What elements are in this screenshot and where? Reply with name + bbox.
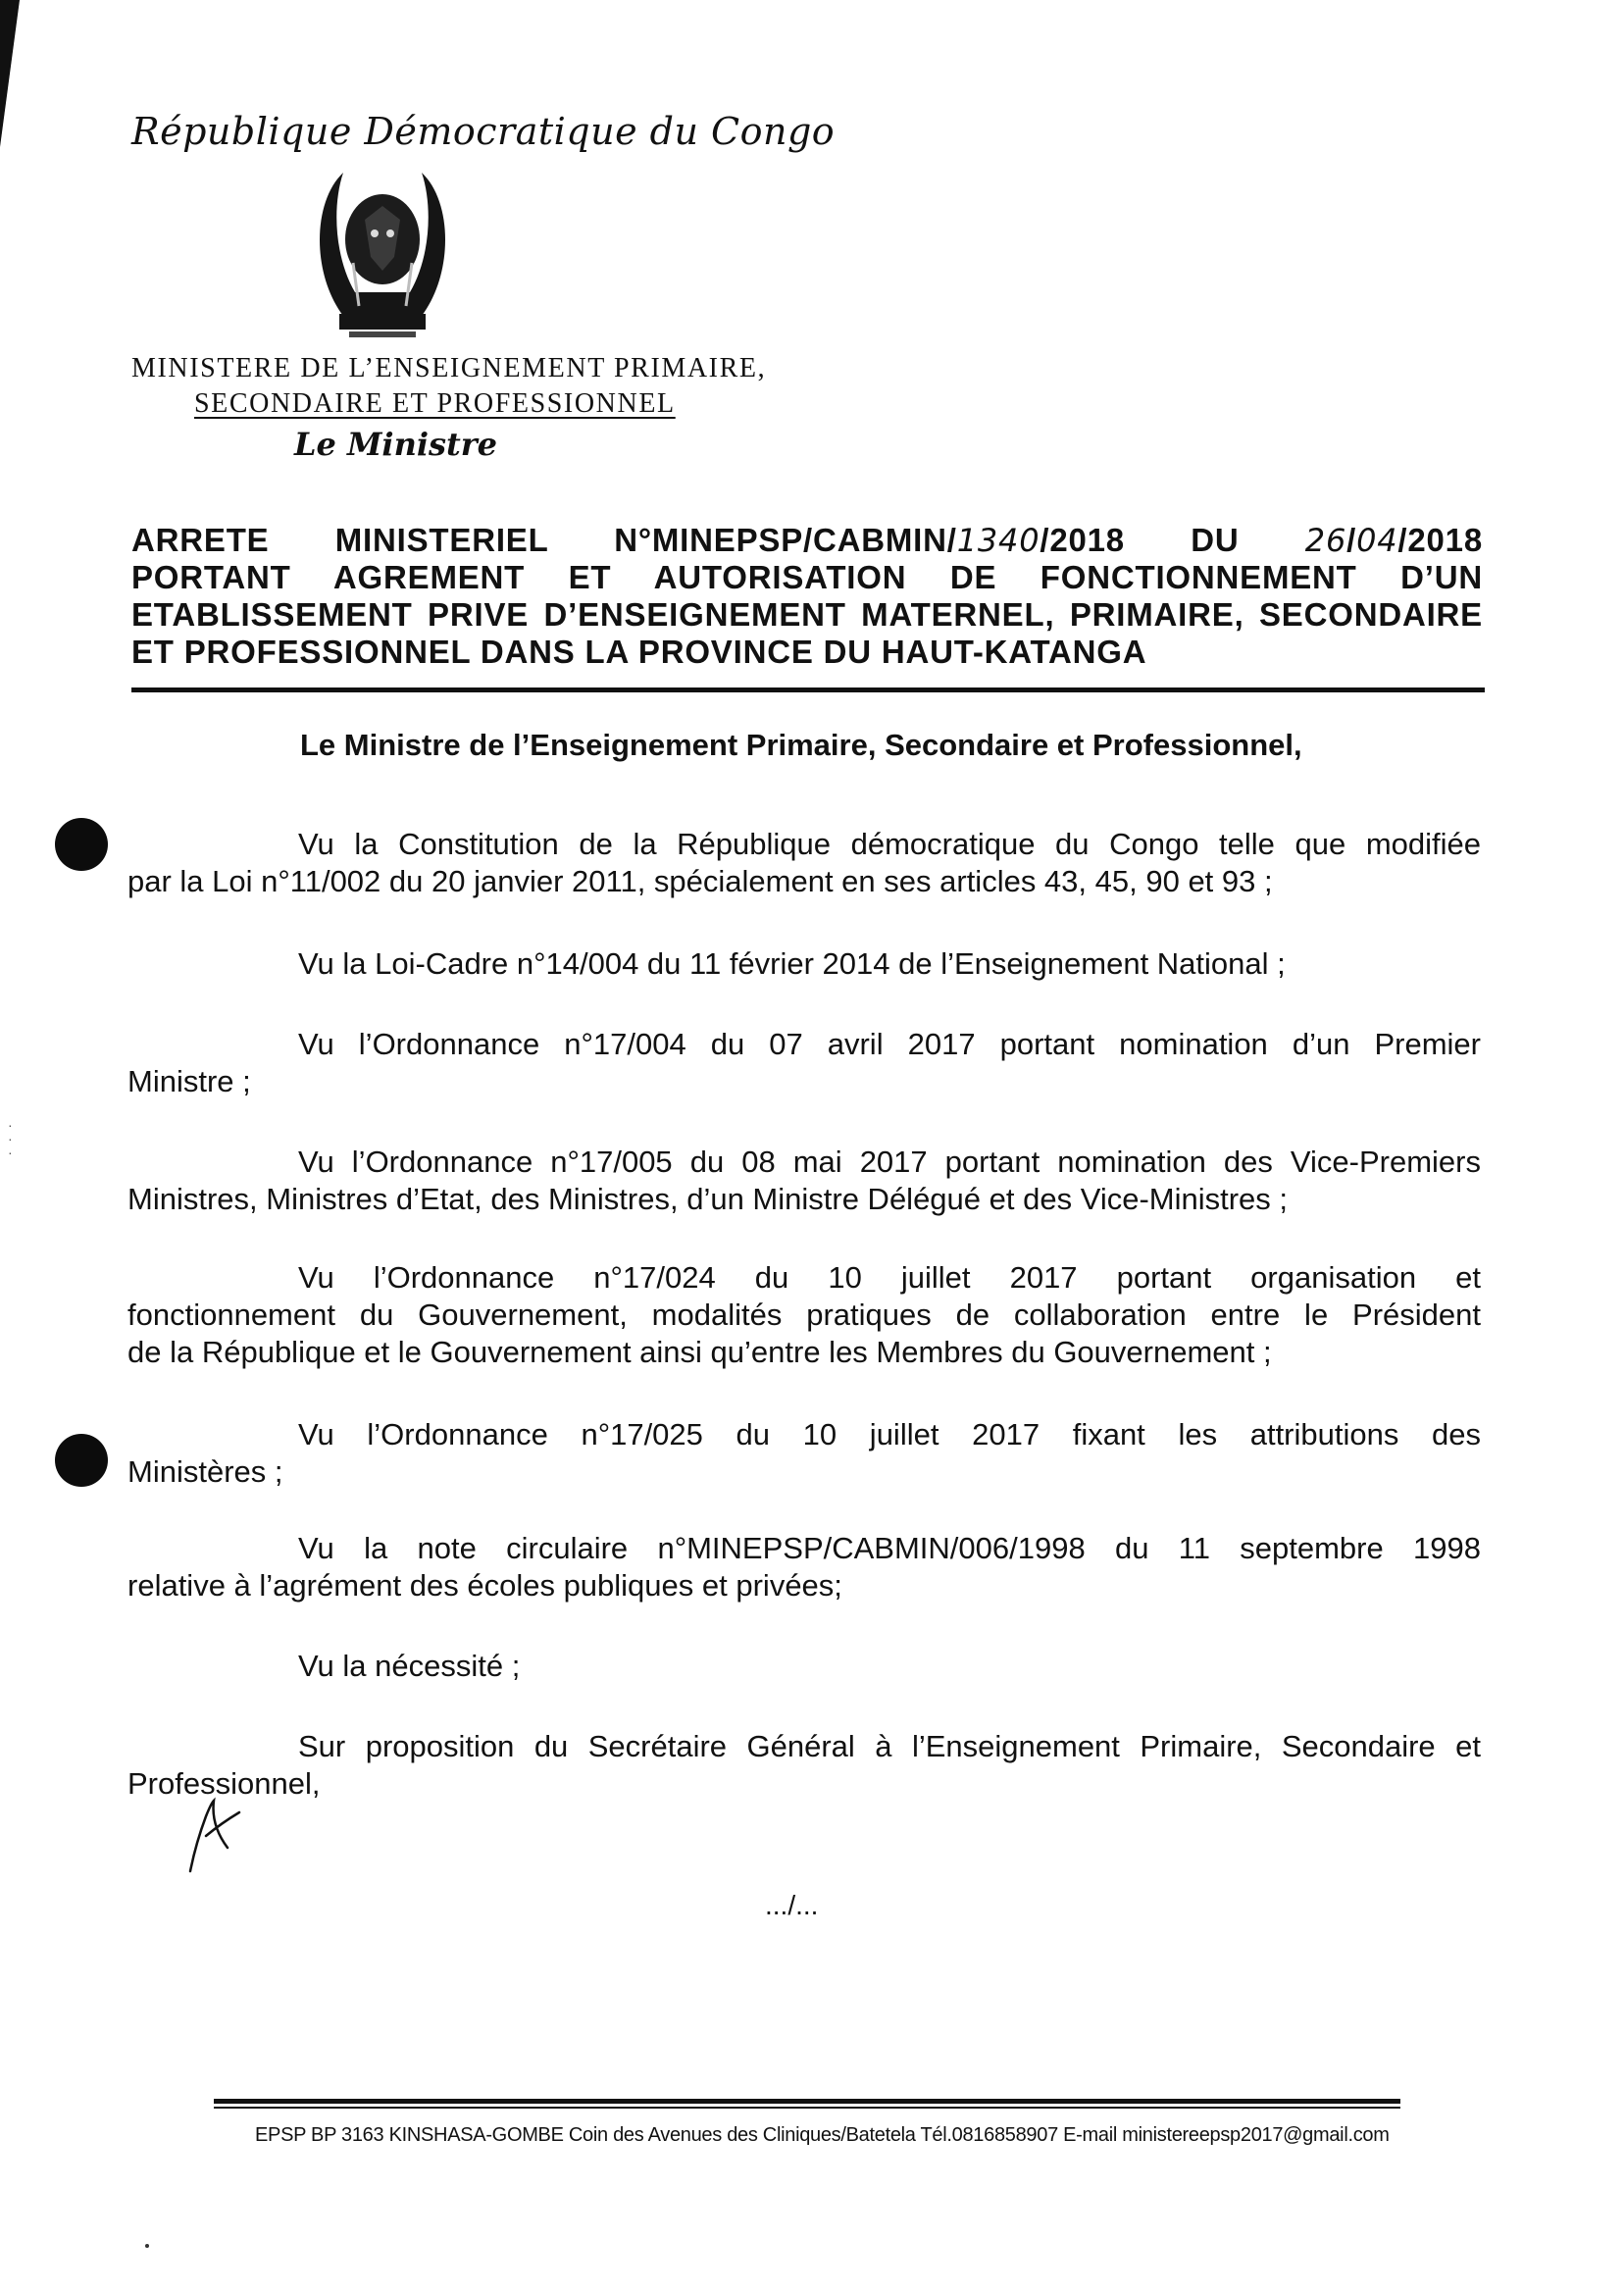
paragraph-line: Ministères ;	[127, 1454, 283, 1489]
paragraph-line: Ministre ;	[127, 1064, 251, 1098]
paragraph-line: Vu la Constitution de la République démocratique du Congo telle que modifiée	[298, 827, 1481, 861]
title-divider	[131, 687, 1485, 692]
arrete-title-line3: ETABLISSEMENT PRIVE D’ENSEIGNEMENT MATERNEL, PRIMAIRE, SECONDAIRE	[131, 596, 1483, 633]
coat-of-arms-emblem	[304, 169, 461, 345]
paragraph-line: de la République et le Gouvernement ainsi qu’entre les Membres du Gouvernement ;	[127, 1335, 1272, 1369]
continuation-mark: .../...	[765, 1890, 819, 1920]
arrete-ref-year: /2018 DU	[1040, 522, 1240, 558]
arrete-title	[131, 522, 1483, 671]
paragraph-ordonnance-17-025	[127, 1416, 1481, 1491]
paragraph-line: Professionnel,	[127, 1766, 321, 1801]
handwritten-ref-number: 1340	[956, 522, 1040, 559]
scan-noise-dot	[145, 2244, 149, 2248]
punch-hole-bottom	[55, 1434, 108, 1487]
arrete-ref-prefix: ARRETE MINISTERIEL N°MINEPSP/CABMIN/	[131, 522, 957, 558]
scan-corner-shadow	[0, 0, 20, 147]
paragraph-line: fonctionnement du Gouvernement, modalités pratiques de collaboration entre le Président	[127, 1298, 1481, 1332]
paragraph-ordonnance-17-004	[127, 1026, 1481, 1100]
paragraph-proposition	[127, 1728, 1481, 1803]
republic-title: République Démocratique du Congo	[131, 110, 836, 153]
paragraph-line: Vu l’Ordonnance n°17/024 du 10 juillet 2017 portant organisation et	[298, 1260, 1481, 1295]
paragraph-line: Vu la note circulaire n°MINEPSP/CABMIN/006/1998 du 11 septembre 1998	[298, 1531, 1481, 1565]
scan-noise: · · ·	[8, 1117, 13, 1160]
minister-title: Le Ministre	[294, 426, 498, 463]
ministry-name-line2: SECONDAIRE ET PROFESSIONNEL	[194, 388, 676, 419]
paragraph-line: Vu l’Ordonnance n°17/004 du 07 avril 2017 portant nomination d’un Premier	[298, 1027, 1481, 1061]
arrete-title-line2: PORTANT AGREMENT ET AUTORISATION DE FONCTIONNEMENT D’UN	[131, 559, 1483, 595]
arrete-reference-line: ARRETE MINISTERIEL N°MINEPSP/CABMIN/1340/2018 DU 26/04/2018	[131, 522, 1483, 559]
footer-divider	[214, 2099, 1400, 2104]
paragraph-line: relative à l’agrément des écoles publiques et privées;	[127, 1568, 842, 1603]
handwritten-date-day: 26	[1304, 522, 1347, 559]
handwritten-initials	[182, 1797, 241, 1875]
paragraph-line: Vu la nécessité ;	[298, 1649, 521, 1683]
paragraph-ordonnance-17-024	[127, 1259, 1481, 1371]
paragraph-ordonnance-17-005	[127, 1144, 1481, 1218]
ministry-name-line1: MINISTERE DE L’ENSEIGNEMENT PRIMAIRE,	[131, 353, 767, 383]
arrete-date-year: /2018	[1397, 522, 1483, 558]
paragraph-necessite	[127, 1648, 1481, 1685]
footer-address: EPSP BP 3163 KINSHASA-GOMBE Coin des Avenues des Cliniques/Batetela Tél.0816858907 E-mail ministereepsp2017@gmail.com	[255, 2124, 1390, 2146]
punch-hole-top	[55, 818, 108, 871]
paragraph-line: Sur proposition du Secrétaire Général à l’Enseignement Primaire, Secondaire et	[298, 1729, 1481, 1763]
paragraph-line: Vu l’Ordonnance n°17/025 du 10 juillet 2017 fixant les attributions des	[298, 1417, 1481, 1451]
arrete-title-line4: ET PROFESSIONNEL DANS LA PROVINCE DU HAUT-KATANGA	[131, 634, 1147, 670]
paragraph-loi-cadre	[127, 945, 1481, 983]
paragraph-line: Ministres, Ministres d’Etat, des Ministres, d’un Ministre Délégué et des Vice-Ministres ;	[127, 1182, 1289, 1216]
paragraph-constitution	[127, 826, 1481, 900]
paragraph-line: Vu la Loi-Cadre n°14/004 du 11 février 2014 de l’Enseignement National ;	[298, 946, 1286, 981]
paragraph-line: par la Loi n°11/002 du 20 janvier 2011, spécialement en ses articles 43, 45, 90 et 93 ;	[127, 864, 1273, 898]
paragraph-note-circulaire	[127, 1530, 1481, 1604]
preamble-heading: Le Ministre de l’Enseignement Primaire, Secondaire et Professionnel,	[300, 728, 1302, 762]
handwritten-date-month: 04	[1356, 522, 1398, 559]
paragraph-line: Vu l’Ordonnance n°17/005 du 08 mai 2017 portant nomination des Vice-Premiers	[298, 1145, 1481, 1179]
footer-divider-thin	[214, 2107, 1400, 2109]
